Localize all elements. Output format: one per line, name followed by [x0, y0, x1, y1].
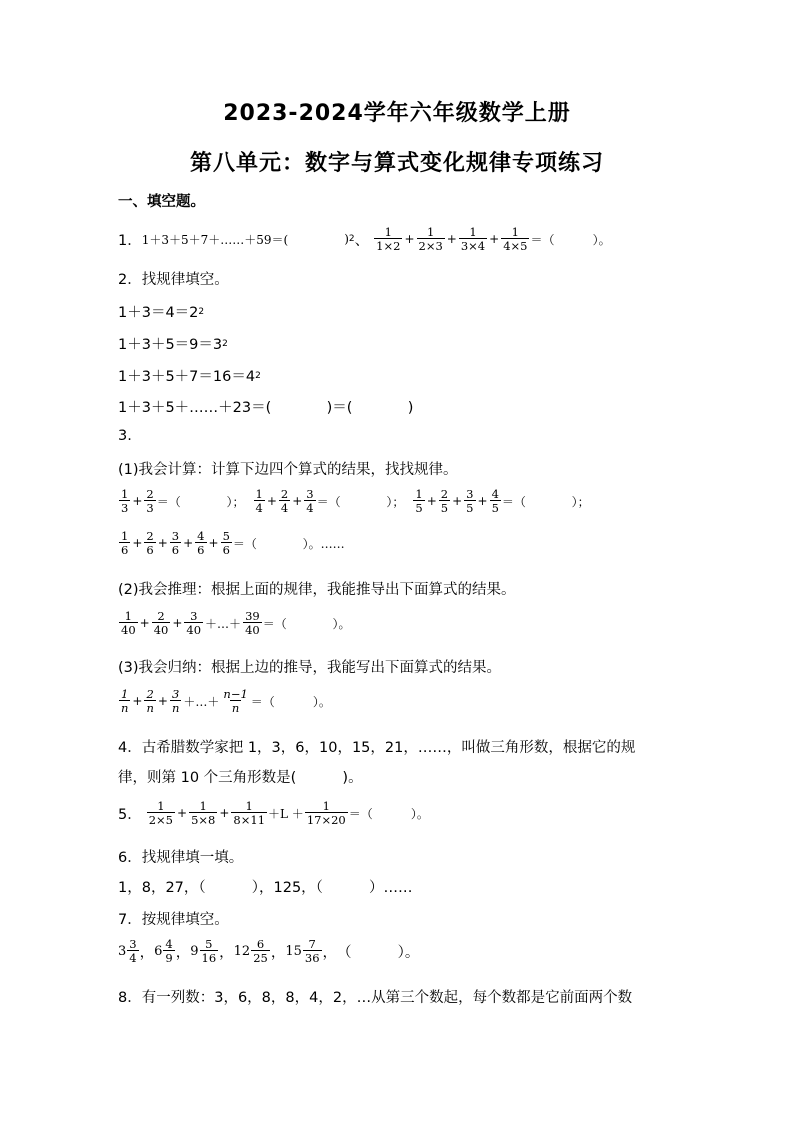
question-1: 1． 1＋3＋5＋7＋……＋59＝( ) 2 、 $\frac{1}{1\times 2}$ + $\frac{1}{2\times 3}$ + $\frac{1}{3\times 4}$ + $\frac{1}{4\times 5}$ ＝（ ）。	[118, 225, 611, 254]
q3-row-1: $\frac{1}{3}$ + $\frac{2}{3}$ ＝（ ）； $\frac{1}{4}$ + $\frac{2}{4}$ + $\frac{3}{4}$ ＝（ ）； $\frac{1}{5}$ + $\frac{2}{5}$ + $\frac{3}{5}$ + $\frac{4}{5}$ ＝（ ）；	[121, 487, 590, 516]
q1-tail: ＝（ ）。	[530, 232, 611, 247]
question-3-number: 3.	[118, 428, 132, 444]
page-subtitle: 第八单元：数字与算式变化规律专项练习	[189, 151, 604, 176]
q1-close: )	[344, 232, 349, 247]
q3-part-1: (1)我会计算：计算下边四个算式的结果，找找规律。	[118, 462, 458, 478]
q3-part-3: (3)我会归纳：根据上边的推导，我能写出下面算式的结果。	[118, 660, 502, 676]
q3-row-3: $\frac{1}{40}$ + $\frac{2}{40}$ + $\frac{3}{40}$ ＋…＋ $\frac{39}{40}$ ＝（ ）。	[121, 609, 351, 638]
q3-part-2: (2)我会推理：根据上面的规律，我能推导出下面算式的结果。	[118, 582, 516, 598]
q1-fraction: $\frac{1}{4\times 5}$	[503, 225, 528, 254]
q2-line-4: 1＋3＋5＋……＋23＝( )＝( )	[118, 400, 414, 416]
q1-fraction: $\frac{1}{3\times 4}$	[460, 225, 486, 254]
q1-number: 1．	[118, 232, 142, 249]
q2-line-3: 1＋3＋5＋7＝16＝4 2	[118, 369, 261, 385]
q1-sup: 2	[348, 234, 355, 245]
page-title: 2023-2024学年六年级数学上册	[223, 101, 571, 126]
q1-fraction: $\frac{1}{2\times 3}$	[418, 225, 443, 254]
question-8: 8．有一列数：3，6，8，8，4，2，…从第三个数起，每个数都是它前面两个数	[118, 990, 633, 1006]
section-heading: 一、填空题。	[118, 194, 205, 210]
q7-sequence: 3 $\frac{3}{4}$ ， 6 $\frac{4}{9}$ ， 9 $\frac{5}{16}$ ， 12 $\frac{6}{25}$ ， 15 $\frac{7}{36}$ ， （ ）。	[118, 937, 420, 966]
question-4-line-2: 律，则第 10 个三角形数是( )。	[118, 770, 363, 786]
question-2-prompt: 2．找规律填空。	[118, 272, 229, 288]
q2-line-1: 1＋3＝4＝2 2	[118, 305, 205, 321]
q1-fraction: $\frac{1}{1\times 2}$	[376, 225, 401, 254]
question-6-prompt: 6．找规律填一填。	[118, 850, 244, 866]
question-7-prompt: 7．按规律填空。	[118, 912, 229, 928]
q2-line-2: 1＋3＋5＝9＝3 2	[118, 337, 228, 353]
question-5: 5． $\frac{1}{2\times 5}$ + $\frac{1}{5\times 8}$ + $\frac{1}{8\times 11}$ ＋L ＋ $\frac{1}{17\times 20}$ ＝（ ）。	[118, 799, 429, 828]
q3-row-4: $\frac{1}{n}$ + $\frac{2}{n}$ + $\frac{3}{n}$ ＋…＋ $\frac{n-1}{n}$ ＝（ ）。	[121, 687, 331, 716]
question-4-line-1: 4．古希腊数学家把 1，3，6，10，15，21，……，叫做三角形数，根据它的规	[118, 740, 636, 756]
q3-row-2: $\frac{1}{6}$ + $\frac{2}{6}$ + $\frac{3}{6}$ + $\frac{4}{6}$ + $\frac{5}{6}$ ＝（ ）。……	[121, 529, 345, 558]
q1-sep: 、	[354, 232, 370, 249]
q1-expression: 1＋3＋5＋7＋……＋59＝(	[141, 232, 289, 247]
q6-sequence: 1，8，27，（ ），125，（ ）……	[118, 880, 413, 896]
